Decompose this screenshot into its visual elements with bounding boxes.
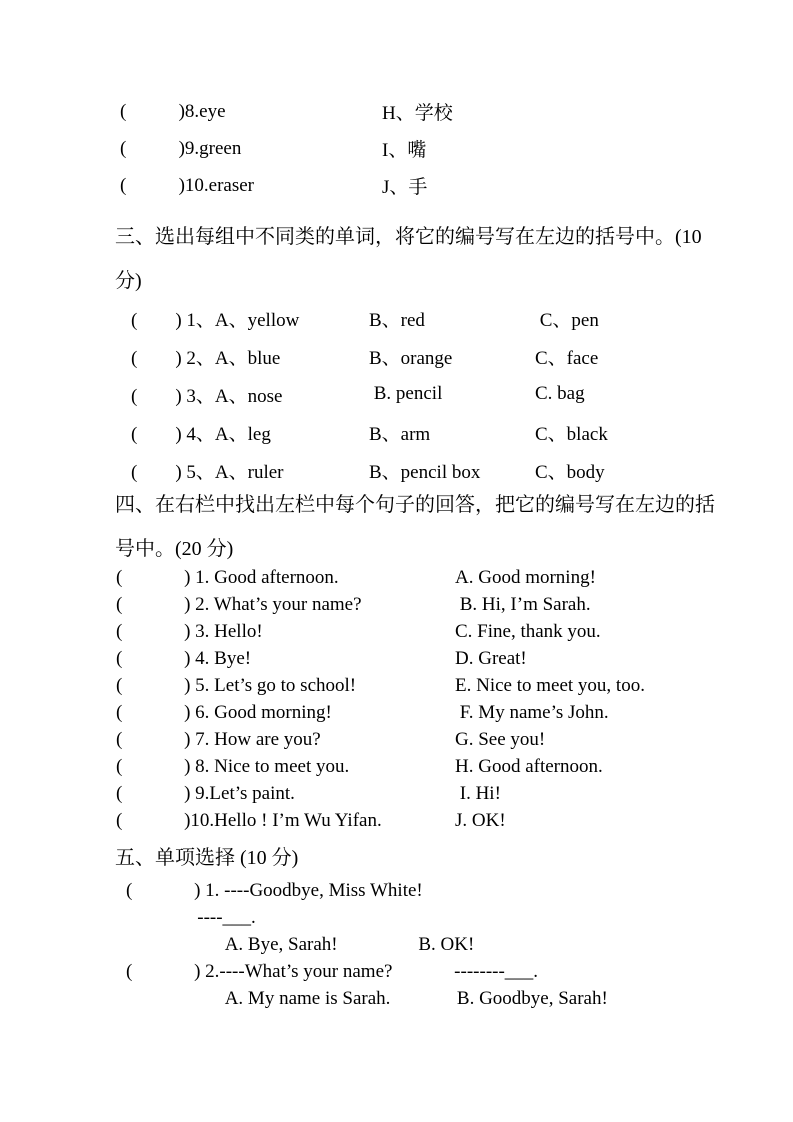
matching-tail-section [120,93,453,204]
answer-sentence: B. Hi, I’m Sarah. [455,593,591,615]
section4-title-line2: 号中。(20 分) [115,538,234,560]
option-c: C、face [535,347,599,369]
mc-question-1-options: A. Bye, Sarah! B. OK! [126,934,475,955]
option-b: B、pencil box [369,461,481,483]
answer-sentence: G. See you! [455,728,546,750]
answer-sentence: E. Nice to meet you, too. [455,674,645,696]
mc-question-1-prompt: ( ) 1. ----Goodbye, Miss White! [126,880,423,901]
question-sentence: ( ) 1. Good afternoon. [116,566,339,588]
match-row [120,93,453,130]
qa-match-row [116,591,645,618]
answer-blank-and-option-a: ( ) 1、A、yellow [131,309,300,331]
match-row [120,130,453,167]
section5-questions [126,877,608,1012]
option-c: C、black [535,423,608,445]
section3-title-line2: 分) [115,270,142,292]
mc-question-2-options: A. My name is Sarah. B. Goodbye, Sarah! [126,988,608,1009]
option-c: C. bag [535,383,585,404]
section4-items [116,564,645,834]
question-sentence: ( )10.Hello ! I’m Wu Yifan. [116,809,382,831]
section4-title [115,483,715,571]
question-sentence: ( ) 6. Good morning! [116,701,332,723]
question-sentence: ( ) 7. How are you? [116,728,321,750]
qa-match-row [116,699,645,726]
section3-title-line1: 三、选出每组中不同类的单词，将它的编号写在左边的括号中。(10 [115,226,702,248]
answer-blank-and-option-a: ( ) 4、A、leg [131,423,271,445]
answer-sentence: D. Great! [455,647,527,669]
section3-items [131,299,608,489]
odd-one-out-row [131,299,608,337]
answer-sentence: F. My name’s John. [455,701,609,723]
odd-one-out-row [131,337,608,375]
match-left-word: ( )8.eye [120,100,226,122]
option-b: B、red [369,309,425,331]
qa-match-row [116,807,645,834]
match-row [120,167,453,204]
qa-match-row [116,618,645,645]
option-b: B、orange [369,347,453,369]
odd-one-out-row [131,375,608,413]
qa-match-row [116,726,645,753]
match-right-option: J、手 [382,177,428,198]
section4-title-line1: 四、在右栏中找出左栏中每个句子的回答，把它的编号写在左边的括 [115,494,715,516]
match-left-word: ( )9.green [120,137,242,159]
question-sentence: ( ) 4. Bye! [116,647,252,669]
question-sentence: ( ) 2. What’s your name? [116,593,362,615]
qa-match-row [116,753,645,780]
question-sentence: ( ) 9.Let’s paint. [116,782,295,804]
mc-question-1-blank: ----___. [126,907,256,928]
qa-match-row [116,564,645,591]
section5-title: 五、单项选择 (10 分) [115,847,299,869]
answer-blank-and-option-a: ( ) 5、A、ruler [131,461,284,483]
question-sentence: ( ) 5. Let’s go to school! [116,674,357,696]
qa-match-row [116,672,645,699]
match-left-word: ( )10.eraser [120,174,255,196]
answer-sentence: C. Fine, thank you. [455,620,601,642]
question-sentence: ( ) 3. Hello! [116,620,263,642]
match-right-option: H、学校 [382,103,453,124]
answer-sentence: J. OK! [455,809,506,831]
answer-sentence: A. Good morning! [455,566,596,588]
mc-question-2-prompt: ( ) 2.----What’s your name? --------___. [126,961,539,982]
answer-blank-and-option-a: ( ) 2、A、blue [131,347,281,369]
answer-blank-and-option-a: ( ) 3、A、nose [131,385,283,407]
option-b: B、arm [369,423,431,445]
match-right-option: I、嘴 [382,140,427,161]
odd-one-out-row [131,413,608,451]
option-c: C、body [535,461,605,483]
option-b: B. pencil [369,383,443,404]
qa-match-row [116,780,645,807]
qa-match-row [116,645,645,672]
section3-title [115,215,702,303]
answer-sentence: H. Good afternoon. [455,755,603,777]
option-c: C、pen [535,309,599,331]
question-sentence: ( ) 8. Nice to meet you. [116,755,350,777]
answer-sentence: I. Hi! [455,782,501,804]
